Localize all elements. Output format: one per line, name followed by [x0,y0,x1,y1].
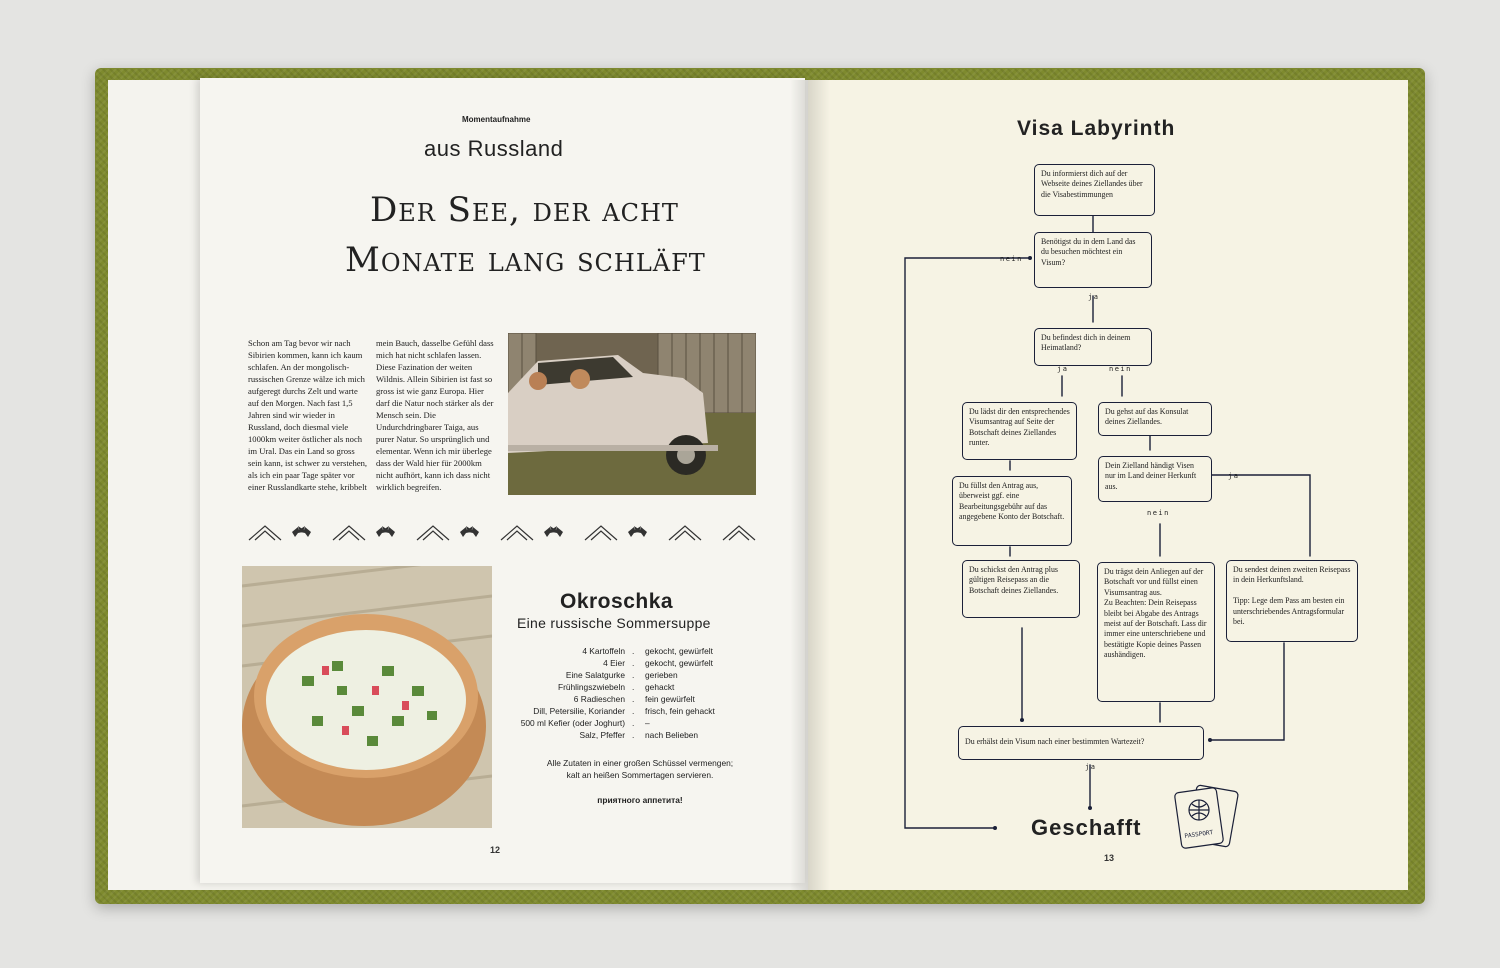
recipe-title: Okroschka [560,590,674,613]
instructions-line: Alle Zutaten in einer großen Schüssel vermengen; [546,758,734,768]
flow-question-visa-needed: Benötigst du in dem Land das du besuchen möchtest ein Visum? [1034,232,1152,288]
flow-step-research: Du informierst dich auf der Webseite deines Ziellandes über die Visabestimmungen [1034,164,1155,216]
ingredient-item: 500 ml Kefier (oder Joghurt) [520,718,625,728]
passport-icon-label: PASSPORT [1184,829,1214,841]
ingredient-row: 4 Kartoffeln . gekocht, gewürfelt [582,646,713,656]
ingredient-row: 4 Eier . gekocht, gewürfelt [603,658,713,668]
passport-icon [1172,780,1242,852]
flow-step-fill-form: Du füllst den Antrag aus, überweist ggf. eine Bearbeitungsgebühr auf das angegebene Konto der Botschaft. [952,476,1072,546]
article-column-2: mein Bauch, dasselbe Gefühl dass mich hat nicht schlafen lassen. Diese Fazination der weiten Wildnis. Allein Sibirien ist fast so gross ist wie ganz Europa. Hier darf die Natur noch stärker als der Mensch sein. Die Undurchdringbarer Taiga, aus purer Natur. So ursprünglich und elementar. Wenn ich mir überlege dass der Wald hier für 2000km nicht aufhört, kann ich dass nicht wirklich begreifen. [376,338,494,492]
ingredient-row: Dill, Petersilie, Koriander . frisch, fein gehackt [533,706,715,716]
flow-step-download-form: Du lädst dir den entsprechendes Visumsantrag auf Seite der Botschaft deines Ziellandes runter. [962,402,1077,460]
article-column-1: Schon am Tag bevor wir nach Sibirien kommen, kann ich kaum schlafen. An der mongolisch-russischen Grenze wälze ich mich aufgeregt durchs Zelt und warte auf den Morgen. Nach fast 1,5 Jahren sind wir wieder in Russland, doch diesmal viele 1000km weiter östlicher als noch im Ural. Das ein Land so gross sein kann, ist schwer zu verstehen, als ich ein paar Tage später vor einer Russlandkarte stehe, kribbelt [248,338,368,492]
ingredient-prep: fein gewürfelt [645,694,695,704]
label-ja: ja [1057,365,1069,373]
article-title-line1: Der See, der acht [370,190,679,230]
ingredient-row: Salz, Pfeffer . nach Belieben [579,730,699,740]
page-number-right: 13 [1104,853,1115,863]
ingredient-prep: frisch, fein gehackt [645,706,715,716]
flowchart-title: Visa Labyrinth [1017,117,1176,140]
flow-question-visa-received: Du erhälst dein Visum nach einer bestimmten Wartezeit? [958,726,1204,760]
flow-step-home-only: Dein Zielland händigt Visen nur im Land deiner Herkunft aus. [1098,456,1212,502]
ingredient-item: 4 Eier [603,658,625,668]
recipe-subtitle: Eine russische Sommersuppe [517,615,711,631]
ingredient-item: 4 Kartoffeln [582,646,625,656]
ingredient-prep: gehackt [645,682,675,692]
flow-step-send-form: Du schickst den Antrag plus gültigen Reisepass an die Botschaft deines Ziellandes. [962,560,1080,618]
ingredient-prep: gerieben [645,670,678,680]
label-ja: ja [1088,293,1100,301]
ingredient-row: Frühlingszwiebeln . gehackt [557,682,675,692]
instructions-line: kalt an heißen Sommertagen servieren. [566,769,714,780]
ingredient-prep: gekocht, gewürfelt [645,658,713,668]
flow-step-embassy: Du trägst dein Anliegen auf der Botschaft vor und füllst einen Visumsantrag aus. Zu Beachten: Dein Reisepass bleibt bei Abgabe des Antrags meist auf der Botschaft. Lass dir immer eine unterschriebene und bestätigte Kopie deines Passen aushändigen. [1097,562,1215,702]
ingredient-prep: – [645,718,650,728]
label-ja: ja [1085,763,1097,771]
ingredient-prep: gekocht, gewürfelt [645,646,713,656]
flowchart-end: Geschafft [1031,815,1142,840]
greeting: приятного аппетита! [597,795,683,805]
article-title-line2: Monate lang schläft [345,240,706,280]
ingredient-row: 500 ml Kefier (oder Joghurt) . – [520,718,650,728]
ingredient-item: Dill, Petersilie, Koriander [533,706,625,716]
ingredient-row: Eine Salatgurke . gerieben [565,670,678,680]
flow-step-second-passport: Du sendest deinen zweiten Reisepass in dein Herkunftsland. Tipp: Lege dem Pass am besten ein unterschriebendes Antragsformular bei. [1226,560,1358,642]
flow-step-consulate: Du gehst auf das Konsulat deines Ziellandes. [1098,402,1212,436]
ingredient-prep: nach Belieben [645,730,699,740]
label-nein: nein [1109,365,1132,373]
label-nein: nein [1000,255,1023,263]
page-number-left: 12 [490,845,501,855]
ingredient-item: Eine Salatgurke [565,670,625,680]
ingredient-item: 6 Radieschen [573,694,625,704]
label-ja: ja [1228,472,1240,480]
label-nein: nein [1147,509,1170,517]
ingredient-item: Salz, Pfeffer [579,730,625,740]
flow-question-home-country: Du befindest dich in deinem Heimatland? [1034,328,1152,366]
kicker: Momentaufnahme [462,115,531,124]
ingredient-item: Frühlingszwiebeln [557,682,625,692]
ingredient-row: 6 Radieschen . fein gewürfelt [573,694,695,704]
subhead: aus Russland [424,136,564,161]
